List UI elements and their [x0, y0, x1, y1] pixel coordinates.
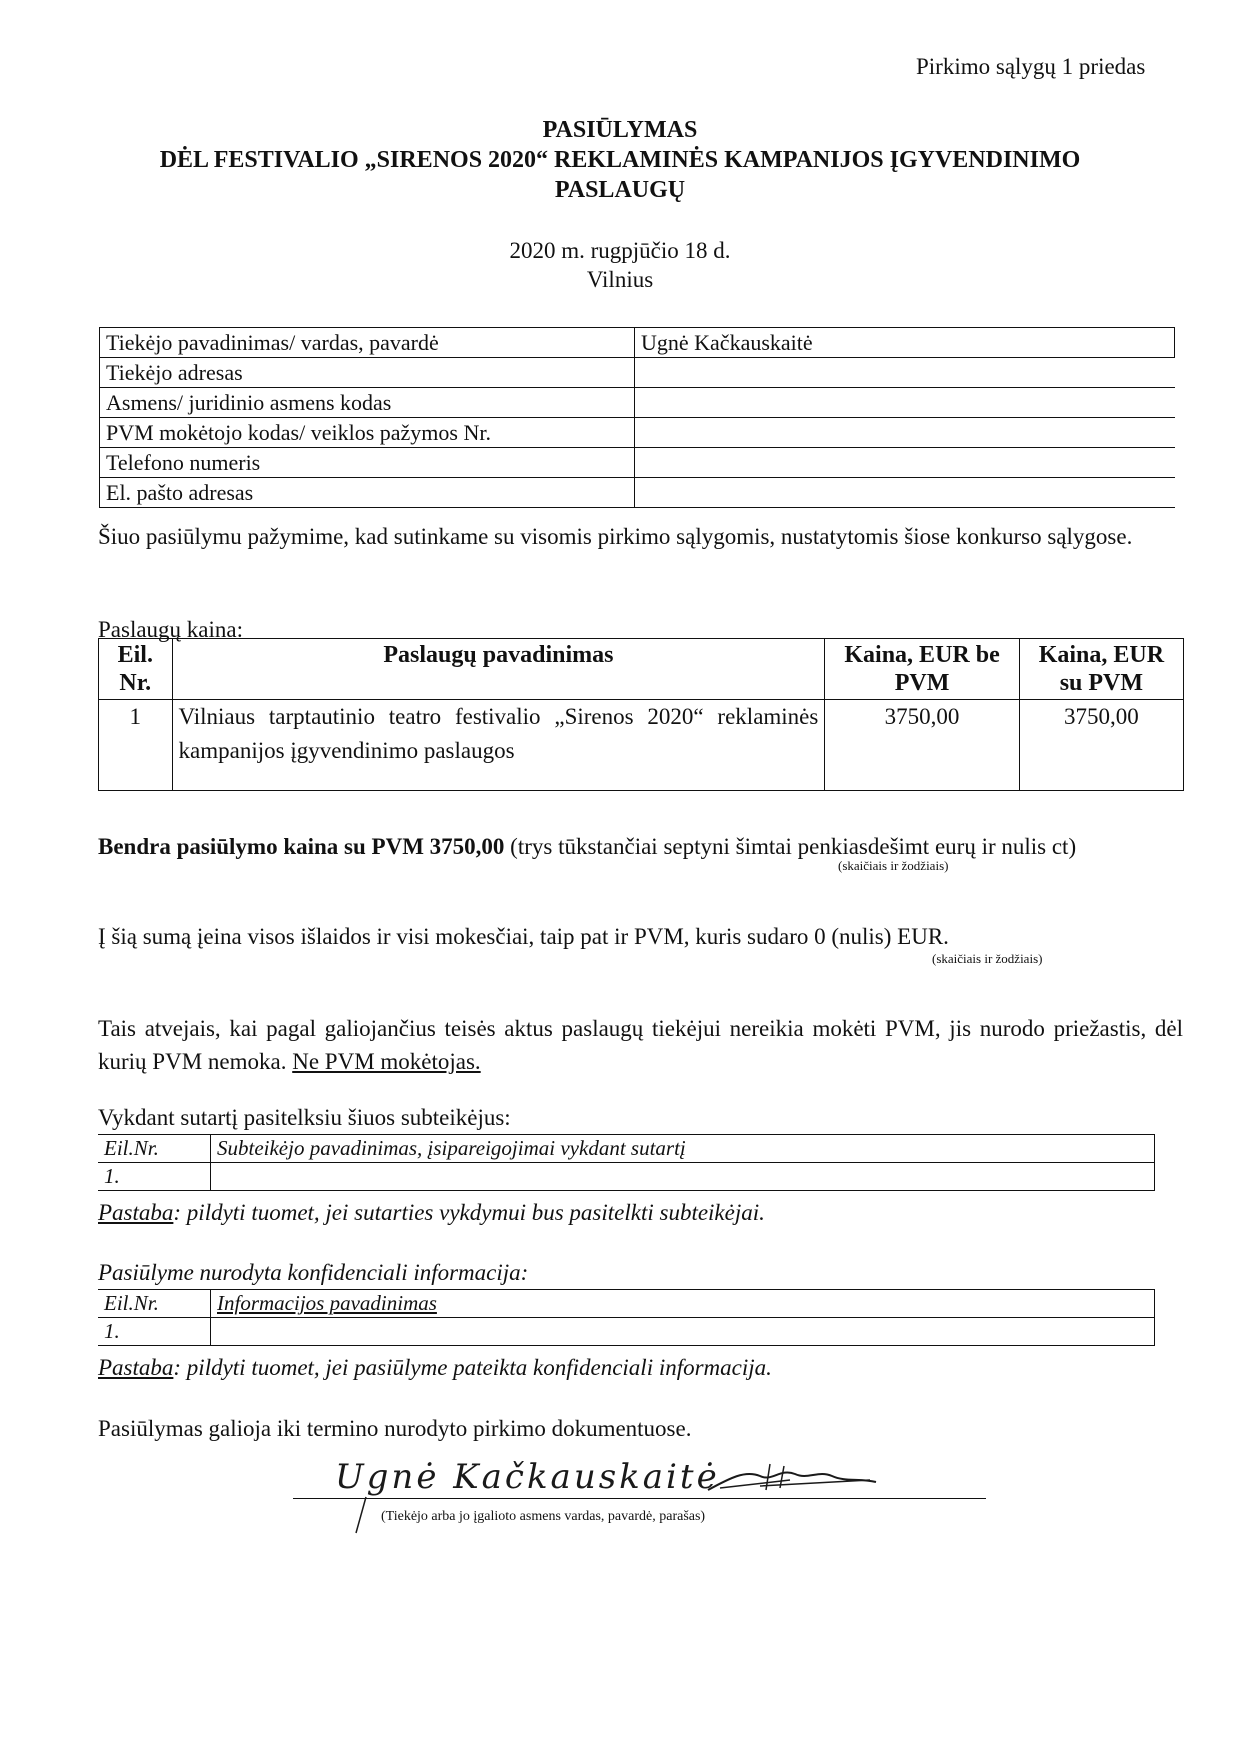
document-city: Vilnius: [586, 267, 654, 292]
table-row: [98, 1135, 1155, 1163]
validity-text: Pasiūlymas galioja iki termino nurodyto pirkimo dokumentuose.: [98, 1416, 692, 1441]
header-price-inc-vat: Kaina, EUR su PVM: [1019, 639, 1183, 700]
subcontractors-note-label: Pastaba: [98, 1200, 174, 1225]
confidential-note-label: Pastaba: [98, 1355, 174, 1380]
supplier-name-label: Tiekėjo pavadinimas/ vardas, pavardė: [100, 328, 635, 358]
row-service-name: Vilniaus tarptautinio teatro festivalio „Sirenos 2020“ reklaminės kampanijos įgyvendinimo paslaugos: [172, 700, 825, 791]
price-caption: Paslaugų kaina:: [98, 617, 243, 642]
supplier-row: [100, 418, 1175, 448]
supplier-address-label: Tiekėjo adresas: [100, 358, 635, 388]
subcontractors-header-no: Eil.Nr.: [98, 1135, 211, 1163]
total-price-note: (skaičiais ir žodžiais): [838, 858, 949, 873]
subcontractors-header-name: Subteikėjo pavadinimas, įsipareigojimai vykdant sutartį: [211, 1135, 1155, 1163]
header-no: Eil. Nr.: [99, 639, 173, 700]
table-row: [98, 1318, 1155, 1346]
supplier-phone-value: [635, 448, 1175, 478]
supplier-row: [100, 448, 1175, 478]
vat-case-answer: Ne PVM mokėtojas.: [292, 1049, 481, 1074]
supplier-vat-value: [635, 418, 1175, 448]
subcontractors-intro: Vykdant sutartį pasitelksiu šiuos subteikėjus:: [98, 1105, 511, 1130]
supplier-row: [100, 478, 1175, 508]
table-row: [99, 700, 1184, 791]
title-line-1: PASIŪLYMAS: [542, 117, 698, 143]
confidential-row-name: [211, 1318, 1155, 1346]
vat-case-text: Tais atvejais, kai pagal galiojančius teisės aktus paslaugų tiekėjui nereikia mokėti PVM, jis nurodo priežastis, dėl kurių PVM nemoka.: [98, 1016, 1183, 1074]
supplier-row: [100, 388, 1175, 418]
header-service-name: Paslaugų pavadinimas: [172, 639, 825, 700]
price-header-row: [99, 639, 1184, 700]
confidential-intro: Pasiūlyme nurodyta konfidenciali informacija:: [98, 1260, 529, 1285]
confidential-note: [98, 1355, 772, 1381]
annex-label: Pirkimo sąlygų 1 priedas: [916, 54, 1146, 79]
confidential-header-no: Eil.Nr.: [98, 1290, 211, 1318]
supplier-row: [100, 328, 1175, 358]
supplier-address-value: [635, 358, 1175, 388]
supplier-vat-label: PVM mokėtojo kodas/ veiklos pažymos Nr.: [100, 418, 635, 448]
row-price-inc-vat: 3750,00: [1019, 700, 1183, 791]
supplier-email-value: [635, 478, 1175, 508]
supplier-name-value: Ugnė Kačkauskaitė: [635, 328, 1175, 358]
total-price: [98, 830, 1183, 863]
signature-line: [293, 1498, 986, 1499]
total-price-words: (trys tūkstančiai septyni šimtai penkiasdešimt eurų ir nulis ct): [504, 834, 1077, 859]
signature-caption: (Tiekėjo arba jo įgalioto asmens vardas, pavardė, parašas): [381, 1509, 706, 1524]
signature-scribble-icon: [700, 1460, 880, 1500]
agreement-text: Šiuo pasiūlymu pažymime, kad sutinkame su visomis pirkimo sąlygomis, nustatytomis šiose konkurso sąlygose.: [98, 524, 1133, 549]
supplier-code-value: [635, 388, 1175, 418]
subcontractors-note-text: : pildyti tuomet, jei sutarties vykdymui bus pasitelkti subteikėjai.: [173, 1200, 765, 1225]
table-row: [98, 1290, 1155, 1318]
price-table: [98, 638, 1184, 791]
handwritten-name: Ugnė Kačkauskaitė: [335, 1457, 720, 1497]
table-row: [98, 1163, 1155, 1191]
confidential-header-name: Informacijos pavadinimas: [211, 1290, 1155, 1318]
title-line-3: PASLAUGŲ: [554, 177, 686, 203]
confidential-note-text: : pildyti tuomet, jei pasiūlyme pateikta konfidenciali informacija.: [173, 1355, 772, 1380]
includes-text: Į šią sumą įeina visos išlaidos ir visi mokesčiai, taip pat ir PVM, kuris sudaro 0 (nulis) EUR.: [98, 924, 949, 949]
supplier-email-label: El. pašto adresas: [100, 478, 635, 508]
supplier-phone-label: Telefono numeris: [100, 448, 635, 478]
subcontractors-table: [98, 1134, 1155, 1191]
document-date: 2020 m. rugpjūčio 18 d.: [509, 238, 731, 263]
supplier-row: [100, 358, 1175, 388]
confidential-row-no: 1.: [98, 1318, 211, 1346]
supplier-info-table: [99, 327, 1175, 508]
title-line-2: DĖL FESTIVALIO „SIRENOS 2020“ REKLAMINĖS KAMPANIJOS ĮGYVENDINIMO: [159, 147, 1081, 173]
subcontractors-row-name: [211, 1163, 1155, 1191]
signature-stroke-icon: [352, 1495, 372, 1535]
row-price-ex-vat: 3750,00: [825, 700, 1019, 791]
header-price-ex-vat: Kaina, EUR be PVM: [825, 639, 1019, 700]
confidential-table: [98, 1289, 1155, 1346]
includes-note: (skaičiais ir žodžiais): [932, 951, 1043, 966]
supplier-code-label: Asmens/ juridinio asmens kodas: [100, 388, 635, 418]
vat-case: [98, 1012, 1183, 1078]
row-no: 1: [99, 700, 173, 791]
total-price-amount: Bendra pasiūlymo kaina su PVM 3750,00: [98, 834, 505, 859]
subcontractors-note: [98, 1200, 765, 1226]
subcontractors-row-no: 1.: [98, 1163, 211, 1191]
